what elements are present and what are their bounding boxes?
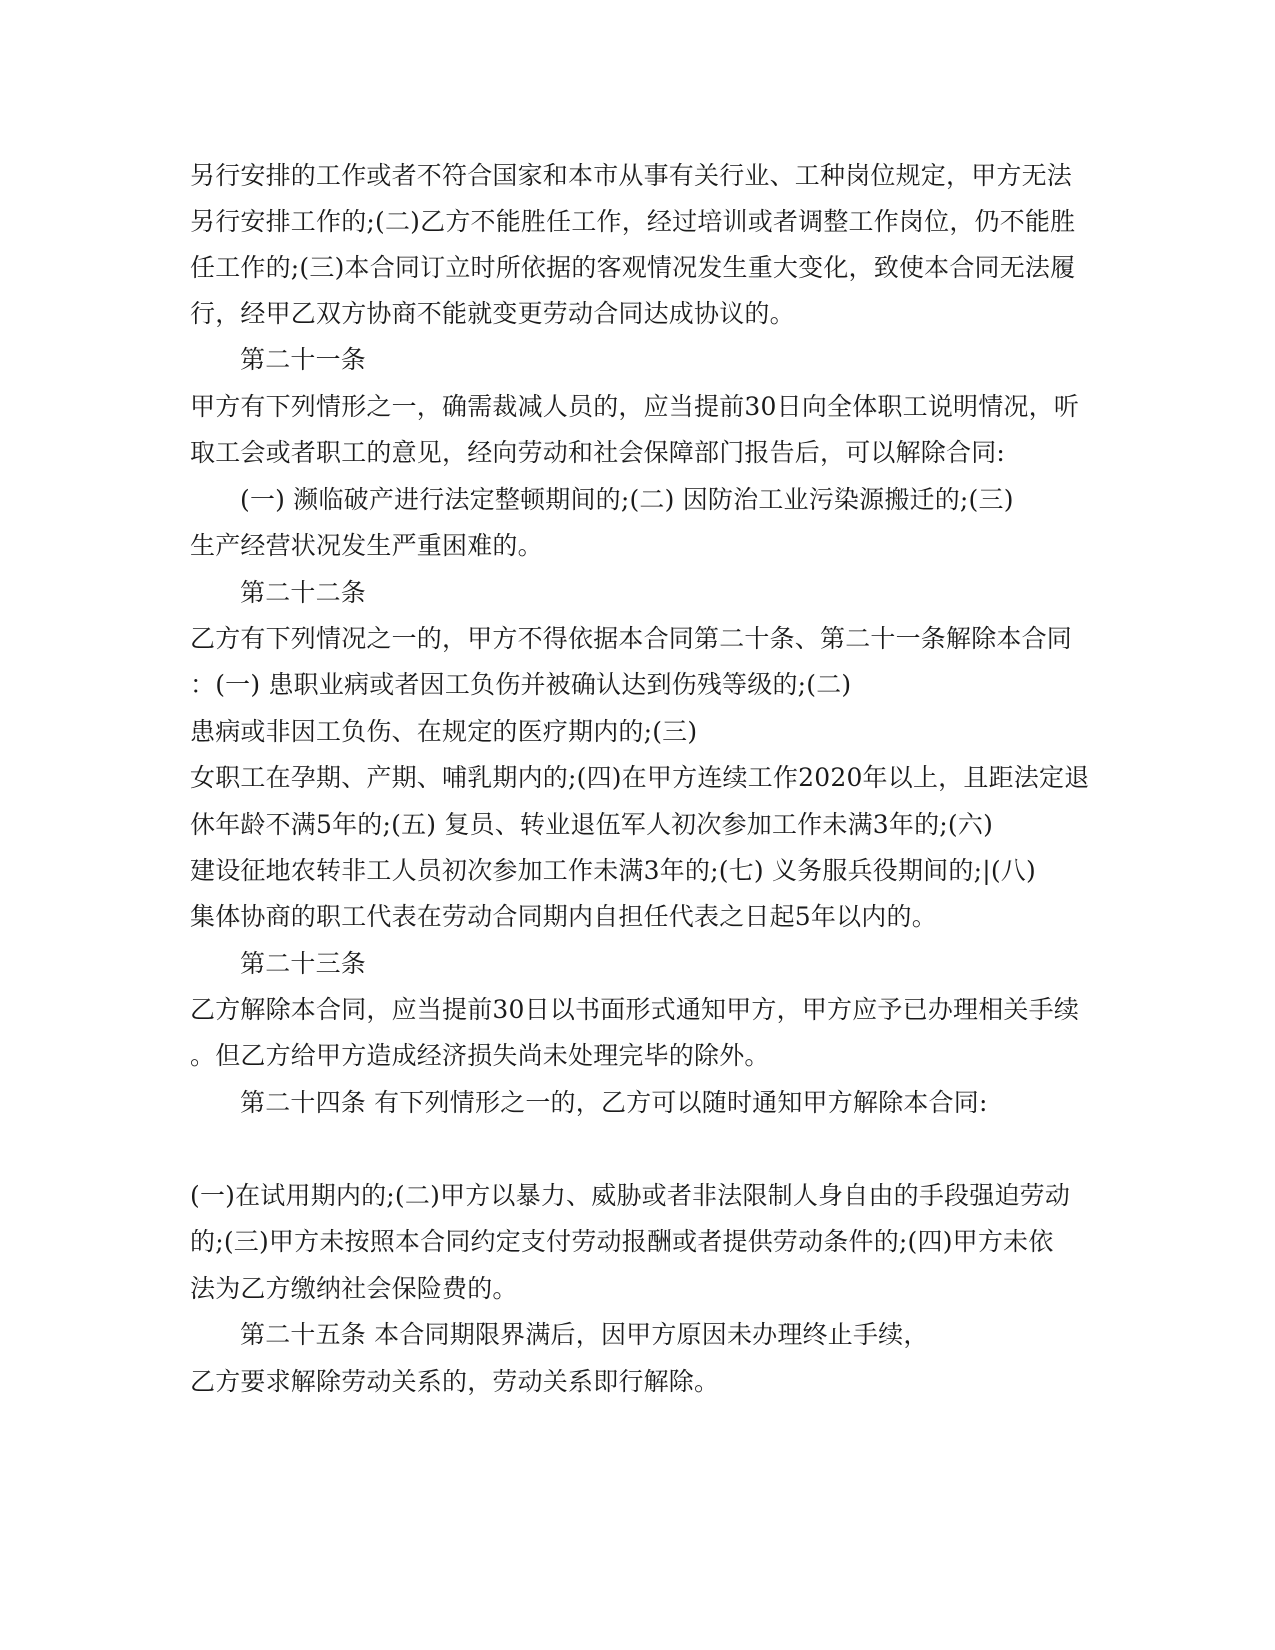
text-line: ：(一) 患职业病或者因工负伤并被确认达到伤残等级的;(二) [190,670,852,699]
article-heading: 第二十一条 [240,345,367,374]
article-heading: 第二十四条 有下列情形之一的，乙方可以随时通知甲方解除本合同: [240,1088,988,1117]
text-line: 患病或非因工负伤、在规定的医疗期内的;(三) [190,717,698,746]
text-line: 乙方解除本合同，应当提前30日以书面形式通知甲方，甲方应予已办理相关手续 [190,995,1080,1024]
text-line: 女职工在孕期、产期、哺乳期内的;(四)在甲方连续工作2020年以上，且距法定退 [190,763,1090,792]
text-line: 生产经营状况发生严重困难的。 [190,531,543,560]
text-line: (一)在试用期内的;(二)甲方以暴力、威胁或者非法限制人身自由的手段强迫劳动 [190,1181,1071,1210]
text-line: 行，经甲乙双方协商不能就变更劳动合同达成协议的。 [190,299,795,328]
text-line: 集体协商的职工代表在劳动合同期内自担任代表之日起5年以内的。 [190,902,937,931]
text-line: 另行安排工作的;(二)乙方不能胜任工作，经过培训或者调整工作岗位，仍不能胜 [190,207,1076,236]
text-line: 另行安排的工作或者不符合国家和本市从事有关行业、工种岗位规定，甲方无法 [190,161,1073,190]
text-line: 的;(三)甲方未按照本合同约定支付劳动报酬或者提供劳动条件的;(四)甲方未依 [190,1227,1054,1256]
text-line: 休年龄不满5年的;(五) 复员、转业退伍军人初次参加工作未满3年的;(六) [190,810,994,839]
article-heading: 第二十三条 [240,949,367,978]
text-line: 任工作的;(三)本合同订立时所依据的客观情况发生重大变化，致使本合同无法履 [190,253,1076,282]
text-line: 建设征地农转非工人员初次参加工作未满3年的;(七) 义务服兵役期间的;|(八) [190,856,1036,885]
text-line: 乙方要求解除劳动关系的，劳动关系即行解除。 [190,1367,720,1396]
text-line: 乙方有下列情况之一的，甲方不得依据本合同第二十条、第二十一条解除本合同 [190,624,1073,653]
text-line: (一) 濒临破产进行法定整顿期间的;(二) 因防治工业污染源搬迁的;(三) [240,485,1014,514]
text-line: 甲方有下列情形之一，确需裁减人员的，应当提前30日向全体职工说明情况，听 [190,392,1080,421]
article-heading: 第二十五条 本合同期限界满后，因甲方原因未办理终止手续， [240,1320,929,1349]
text-line: 取工会或者职工的意见，经向劳动和社会保障部门报告后，可以解除合同: [190,438,1006,467]
text-line: 法为乙方缴纳社会保险费的。 [190,1274,518,1303]
article-heading: 第二十二条 [240,578,367,607]
text-line: 。但乙方给甲方造成经济损失尚未处理完毕的除外。 [190,1041,770,1070]
